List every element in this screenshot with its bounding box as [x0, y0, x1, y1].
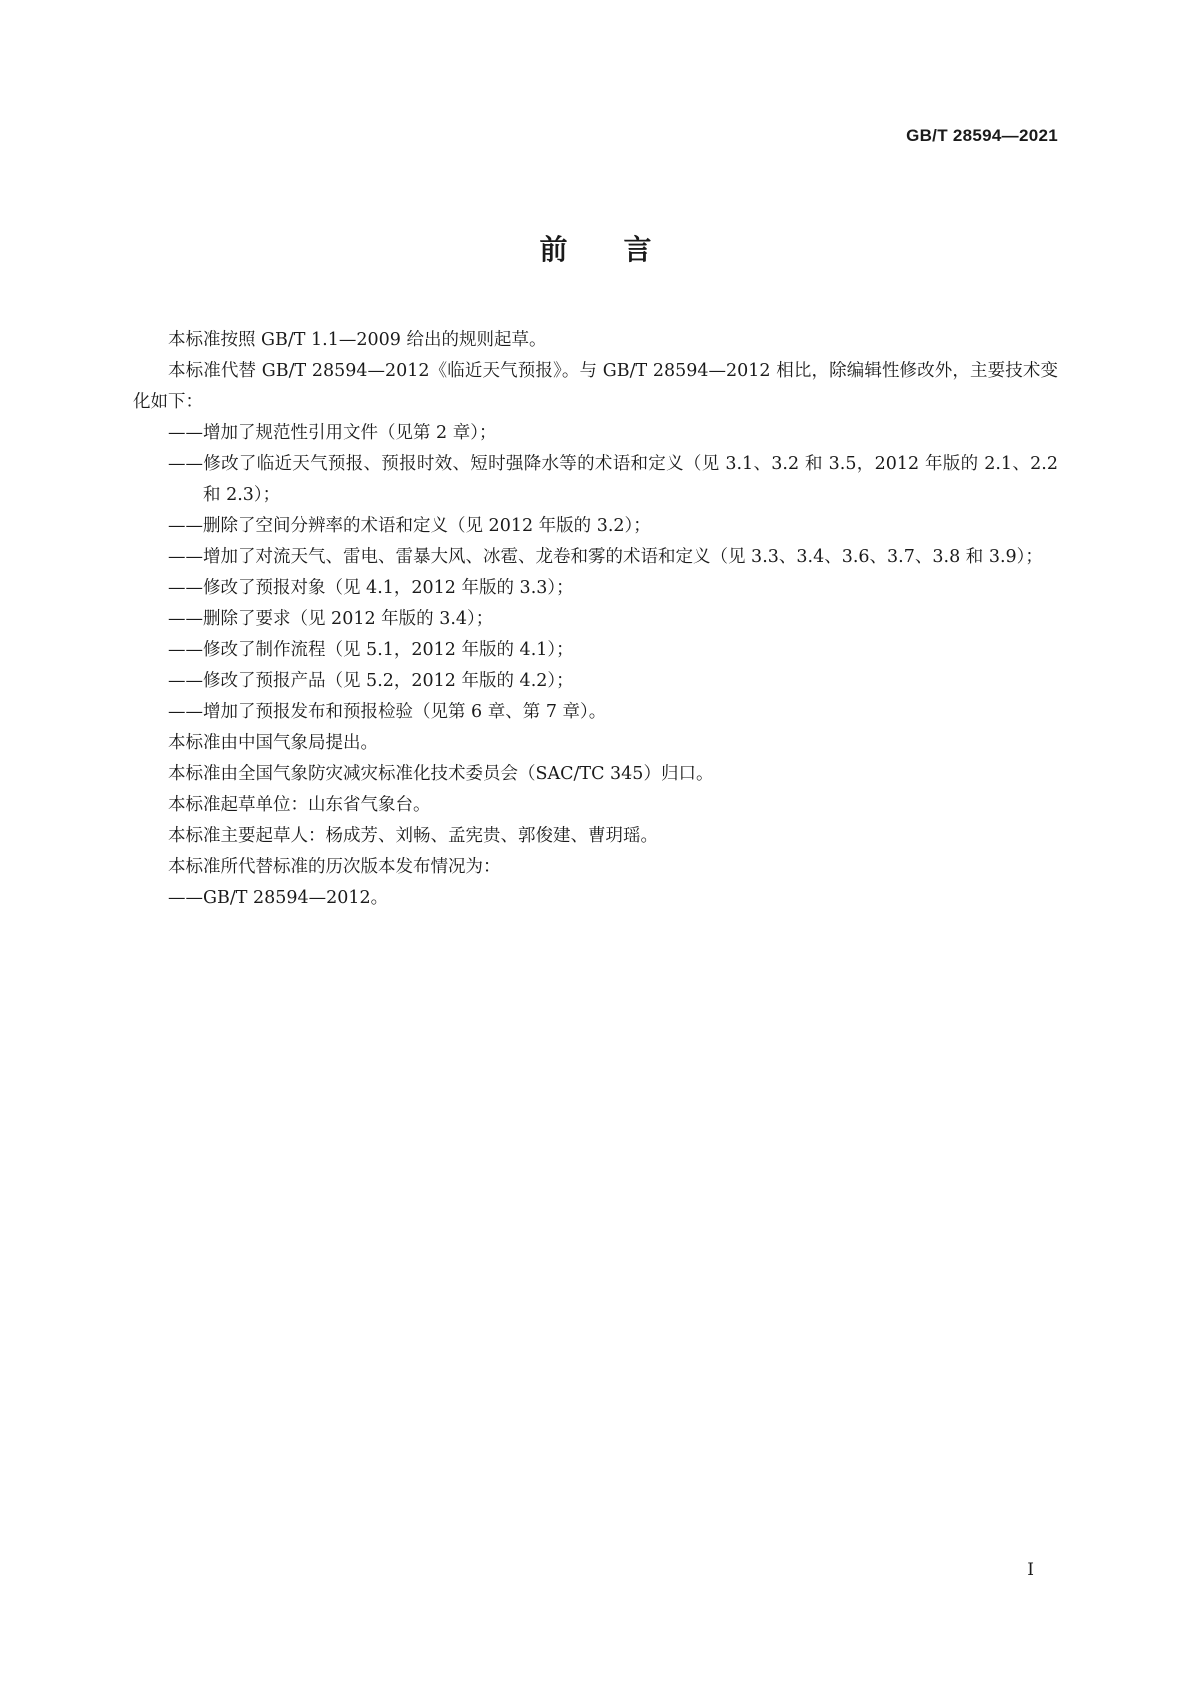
foreword-body	[133, 325, 1058, 914]
paragraph-replaces: 本标准代替 GB/T 28594—2012《临近天气预报》。与 GB/T 28594—2012 相比，除编辑性修改外，主要技术变化如下：	[133, 361, 1058, 412]
change-item: ——修改了预报产品（见 5.2，2012 年版的 4.2）；	[168, 671, 574, 691]
standard-number: GB/T 28594—2021	[906, 126, 1058, 145]
change-item: ——增加了对流天气、雷电、雷暴大风、冰雹、龙卷和雾的术语和定义（见 3.3、3.4、3.6、3.7、3.8 和 3.9）；	[168, 547, 1043, 567]
paragraph-proposed-by: 本标准由中国气象局提出。	[168, 733, 378, 753]
paragraph-previous-versions: 本标准所代替标准的历次版本发布情况为：	[168, 857, 501, 877]
page-number: I	[1027, 1560, 1034, 1580]
change-item: ——修改了制作流程（见 5.1，2012 年版的 4.1）；	[168, 640, 574, 660]
change-item: ——增加了预报发布和预报检验（见第 6 章、第 7 章）。	[168, 702, 607, 722]
change-item: ——修改了临近天气预报、预报时效、短时强降水等的术语和定义（见 3.1、3.2 和 3.5，2012 年版的 2.1、2.2 和 2.3）；	[168, 454, 1058, 505]
change-item: ——修改了预报对象（见 4.1，2012 年版的 3.3）；	[168, 578, 574, 598]
change-item: ——增加了规范性引用文件（见第 2 章）；	[168, 423, 497, 443]
paragraph-centralized-by: 本标准由全国气象防灾减灾标准化技术委员会（SAC/TC 345）归口。	[168, 764, 714, 784]
page-title: 前言	[539, 233, 708, 266]
previous-version-item: ——GB/T 28594—2012。	[168, 888, 389, 908]
paragraph-drafting-rules: 本标准按照 GB/T 1.1—2009 给出的规则起草。	[168, 330, 547, 350]
change-item: ——删除了要求（见 2012 年版的 3.4）；	[168, 609, 494, 629]
paragraph-drafting-unit: 本标准起草单位：山东省气象台。	[168, 795, 431, 815]
paragraph-drafters: 本标准主要起草人：杨成芳、刘畅、孟宪贵、郭俊建、曹玥瑶。	[168, 826, 658, 846]
change-item: ——删除了空间分辨率的术语和定义（见 2012 年版的 3.2）；	[168, 516, 651, 536]
